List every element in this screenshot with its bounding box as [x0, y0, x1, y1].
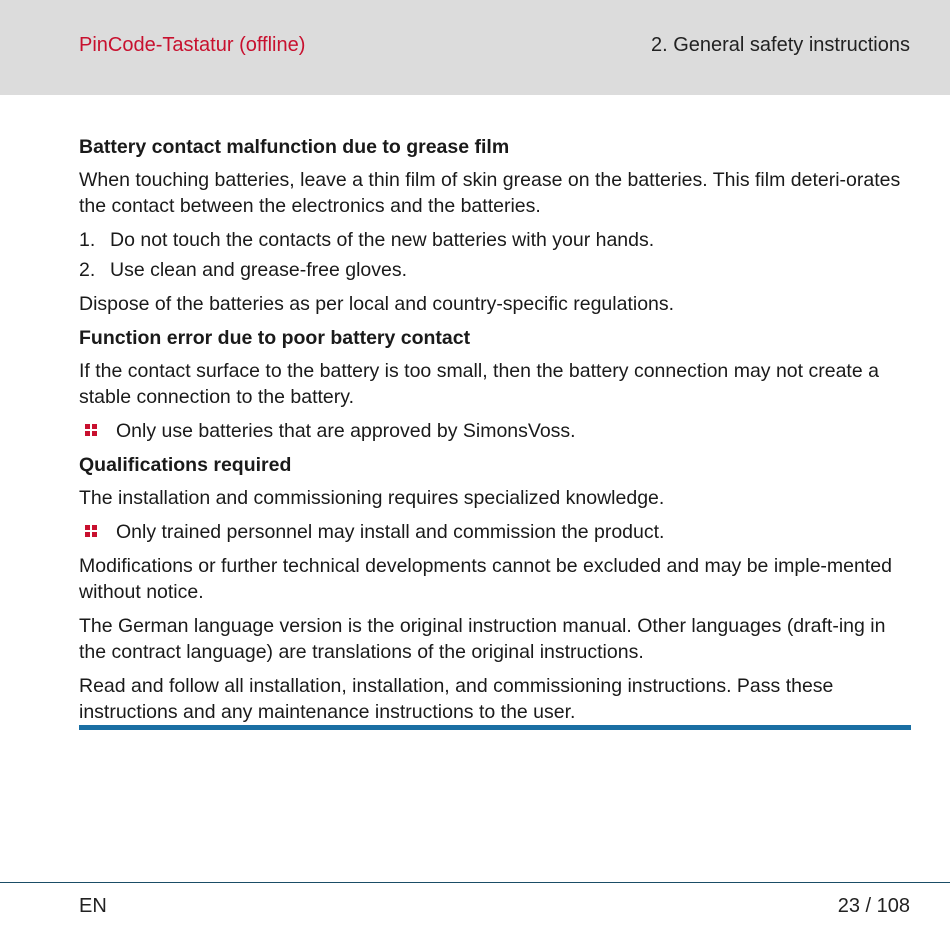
section-divider [79, 725, 911, 730]
bullet-text: Only use batteries that are approved by SimonsVoss. [116, 420, 576, 442]
paragraph-poor-contact: If the contact surface to the battery is too small, then the battery connection may not create a stable connection to the battery. [79, 360, 879, 408]
footer-language: EN [79, 895, 107, 917]
paragraph-disposal: Dispose of the batteries as per local and country-specific regulations. [79, 293, 675, 315]
page-content [79, 134, 911, 733]
step-number: 2. [79, 259, 96, 281]
paragraph-instructions: Read and follow all installation, installation, and commissioning instructions. Pass these instructions and any maintenance instructions to the user. [79, 675, 834, 723]
page-header [0, 0, 950, 95]
step-text: Do not touch the contacts of the new batteries with your hands. [110, 229, 655, 251]
page-number: 23 / 108 [837, 895, 910, 917]
bullet-text: Only trained personnel may install and commission the product. [116, 521, 665, 543]
section-title: 2. General safety instructions [650, 34, 910, 56]
bullet-squares-icon [85, 525, 98, 538]
bullet-item [79, 519, 911, 545]
bullet-squares-icon [85, 424, 98, 437]
list-item [79, 257, 911, 283]
steps-list [79, 227, 911, 283]
heading-poor-contact: Function error due to poor battery contact [79, 327, 471, 349]
heading-grease-film: Battery contact malfunction due to grease film [79, 136, 510, 158]
bullet-item [79, 418, 911, 444]
step-text: Use clean and grease-free gloves. [110, 259, 408, 281]
heading-qualifications: Qualifications required [79, 454, 292, 476]
paragraph-grease-film: When touching batteries, leave a thin film of skin grease on the batteries. This film deteri-orates the contact between the electronics and the batteries. [79, 169, 901, 217]
step-number: 1. [79, 229, 96, 251]
footer-divider [0, 882, 950, 883]
list-item [79, 227, 911, 253]
paragraph-qualifications: The installation and commissioning requires specialized knowledge. [79, 487, 665, 509]
paragraph-modifications: Modifications or further technical developments cannot be excluded and may be imple-mented without notice. [79, 555, 892, 603]
document-title: PinCode-Tastatur (offline) [79, 34, 306, 56]
paragraph-language: The German language version is the original instruction manual. Other languages (draft-ing in the contract language) are translations of the original instructions. [79, 615, 886, 663]
